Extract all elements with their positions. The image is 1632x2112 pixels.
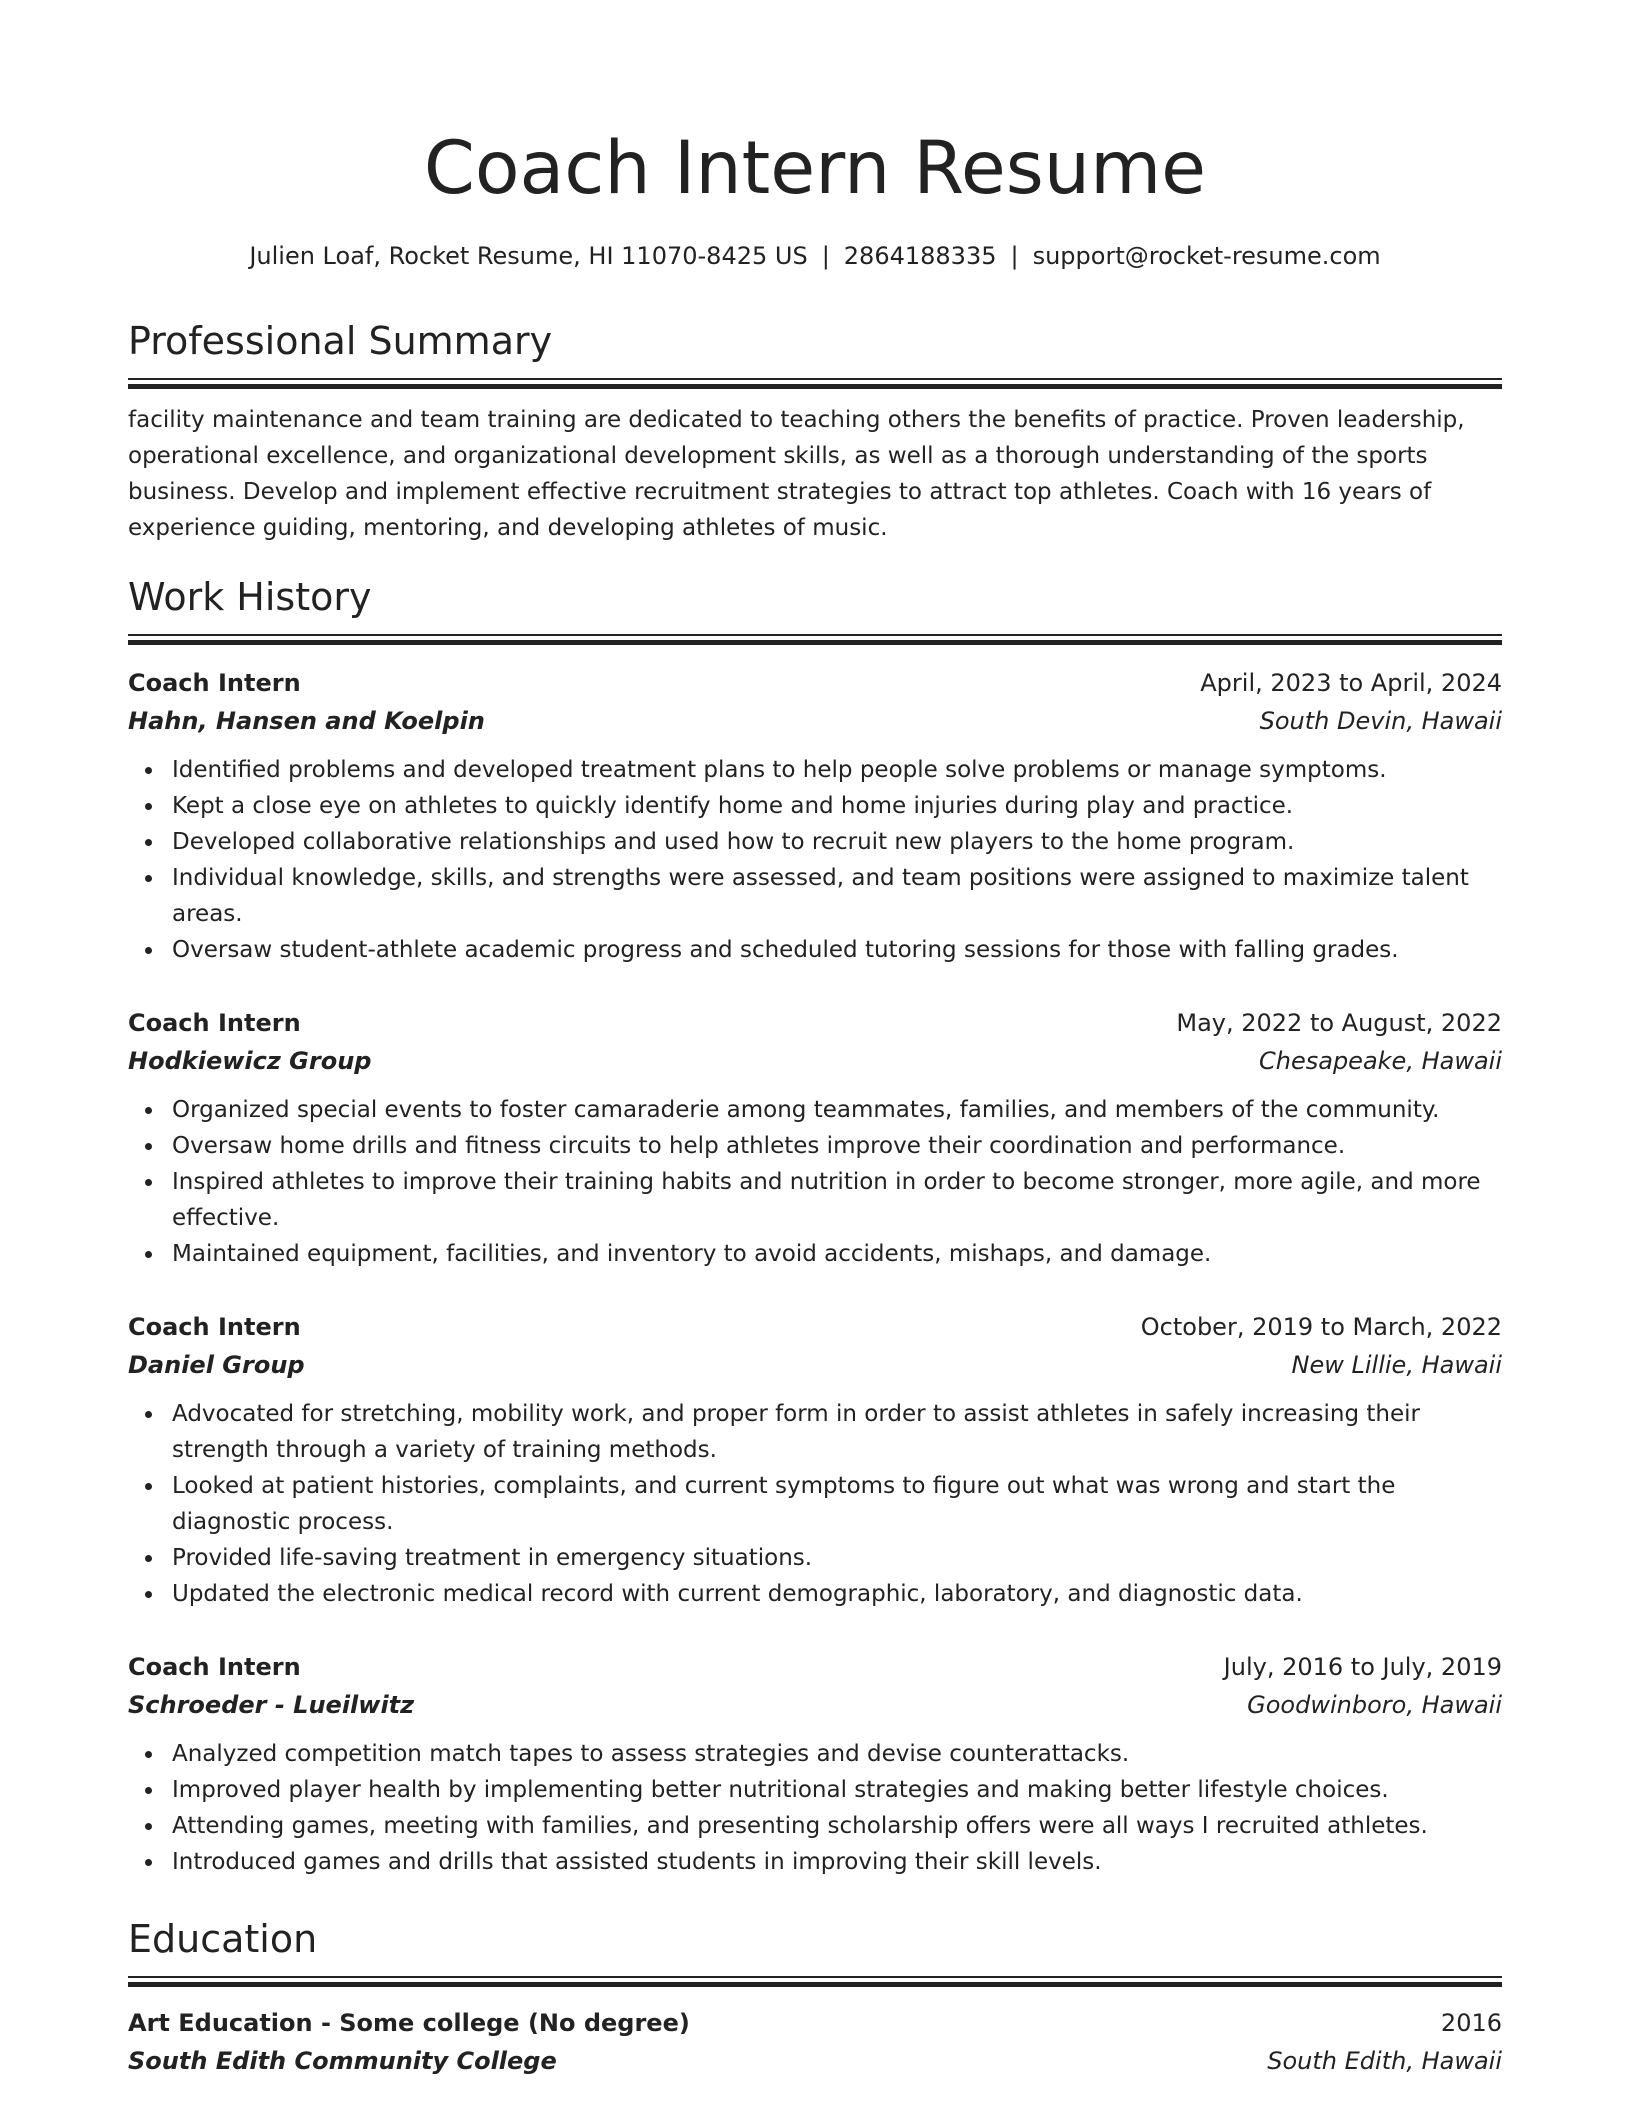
work-history-section: [128, 574, 1502, 644]
job-entry: [128, 1648, 1502, 1880]
job-bullet: Developed collaborative relationships and used how to recruit new players to the home program.: [128, 824, 1502, 860]
summary-line: experience guiding, mentoring, and developing athletes of music.: [128, 515, 888, 541]
education-header: [128, 2004, 1502, 2042]
job-bullet: Individual knowledge, skills, and strengths were assessed, and team positions were assigned to maximize talent areas.: [128, 860, 1502, 932]
summary-section: [128, 318, 1502, 546]
contact-email[interactable]: support@rocket-resume.com: [1032, 242, 1381, 270]
job-subheader: [128, 702, 1502, 740]
job-bullet: Updated the electronic medical record with current demographic, laboratory, and diagnostic data.: [128, 1576, 1502, 1612]
job-bullet: Introduced games and drills that assisted students in improving their skill levels.: [128, 1844, 1502, 1880]
job-entry: [128, 1308, 1502, 1612]
job-header: [128, 1648, 1502, 1686]
contact-phone: 2864188335: [843, 242, 997, 270]
job-dates: July, 2016 to July, 2019: [1223, 1653, 1502, 1681]
summary-line: business. Develop and implement effective recruitment strategies to attract top athletes. Coach with 16 years of: [128, 479, 1432, 505]
section-divider: [128, 1976, 1502, 1986]
job-bullet: Inspired athletes to improve their training habits and nutrition in order to become stronger, more agile, and more effective.: [128, 1164, 1502, 1236]
job-role: Coach Intern: [128, 669, 301, 697]
job-role: Coach Intern: [128, 1313, 301, 1341]
job-bullet: Provided life-saving treatment in emergency situations.: [128, 1540, 1502, 1576]
job-header: [128, 1308, 1502, 1346]
summary-line: operational excellence, and organizational development skills, as well as a thorough understanding of the sports: [128, 443, 1428, 469]
job-location: South Devin, Hawaii: [1259, 707, 1502, 735]
job-bullets: [128, 1092, 1502, 1272]
job-subheader: [128, 1346, 1502, 1384]
section-heading: Education: [128, 1917, 318, 1961]
job-bullets: [128, 1396, 1502, 1612]
page-title: Coach Intern Resume: [423, 126, 1207, 211]
job-dates: April, 2023 to April, 2024: [1200, 669, 1502, 697]
summary-line: facility maintenance and team training are dedicated to teaching others the benefits of practice. Proven leadership,: [128, 407, 1465, 433]
job-subheader: [128, 1686, 1502, 1724]
job-role: Coach Intern: [128, 1009, 301, 1037]
section-heading: Professional Summary: [128, 319, 553, 363]
job-bullet: Oversaw student-athlete academic progress and scheduled tutoring sessions for those with falling grades.: [128, 932, 1502, 968]
job-role: Coach Intern: [128, 1653, 301, 1681]
job-bullet: Oversaw home drills and fitness circuits to help athletes improve their coordination and performance.: [128, 1128, 1502, 1164]
section-divider: [128, 634, 1502, 644]
summary-text: [128, 402, 1502, 546]
job-header: [128, 664, 1502, 702]
job-company: Hahn, Hansen and Koelpin: [128, 707, 485, 735]
contact-address: Julien Loaf, Rocket Resume, HI 11070-8425 US: [249, 242, 808, 270]
job-location: New Lillie, Hawaii: [1291, 1351, 1502, 1379]
education-section: [128, 1916, 1502, 1986]
job-bullet: Attending games, meeting with families, and presenting scholarship offers were all ways I recruited athletes.: [128, 1808, 1502, 1844]
job-bullet: Looked at patient histories, complaints, and current symptoms to figure out what was wrong and start the diagnostic process.: [128, 1468, 1502, 1540]
job-bullet: Organized special events to foster camaraderie among teammates, families, and members of the community.: [128, 1092, 1502, 1128]
job-header: [128, 1004, 1502, 1042]
job-company: Schroeder - Lueilwitz: [128, 1691, 415, 1719]
job-bullet: Kept a close eye on athletes to quickly identify home and home injuries during play and practice.: [128, 788, 1502, 824]
job-bullet: Identified problems and developed treatment plans to help people solve problems or manage symptoms.: [128, 752, 1502, 788]
job-location: Goodwinboro, Hawaii: [1247, 1691, 1502, 1719]
education-location: South Edith, Hawaii: [1267, 2047, 1502, 2075]
education-subheader: [128, 2042, 1502, 2080]
contact-separator: |: [1010, 242, 1019, 270]
job-subheader: [128, 1042, 1502, 1080]
section-heading: Work History: [128, 575, 372, 619]
job-bullet: Advocated for stretching, mobility work, and proper form in order to assist athletes in safely increasing their strength through a variety of training methods.: [128, 1396, 1502, 1468]
job-bullets: [128, 1736, 1502, 1880]
contact-separator: |: [821, 242, 830, 270]
job-company: Hodkiewicz Group: [128, 1047, 372, 1075]
job-bullet: Improved player health by implementing better nutritional strategies and making better lifestyle choices.: [128, 1772, 1502, 1808]
education-school: South Edith Community College: [128, 2047, 557, 2075]
contact-line: [128, 240, 1502, 272]
section-divider: [128, 378, 1502, 388]
job-dates: May, 2022 to August, 2022: [1176, 1009, 1502, 1037]
job-location: Chesapeake, Hawaii: [1259, 1047, 1502, 1075]
job-dates: October, 2019 to March, 2022: [1140, 1313, 1502, 1341]
job-company: Daniel Group: [128, 1351, 305, 1379]
job-entry: [128, 1004, 1502, 1272]
job-bullet: Maintained equipment, facilities, and inventory to avoid accidents, mishaps, and damage.: [128, 1236, 1502, 1272]
job-entry: [128, 664, 1502, 968]
education-year: 2016: [1440, 2009, 1502, 2037]
education-degree: Art Education - Some college (No degree): [128, 2009, 690, 2037]
job-bullets: [128, 752, 1502, 968]
job-bullet: Analyzed competition match tapes to assess strategies and devise counterattacks.: [128, 1736, 1502, 1772]
education-entry: [128, 2004, 1502, 2080]
